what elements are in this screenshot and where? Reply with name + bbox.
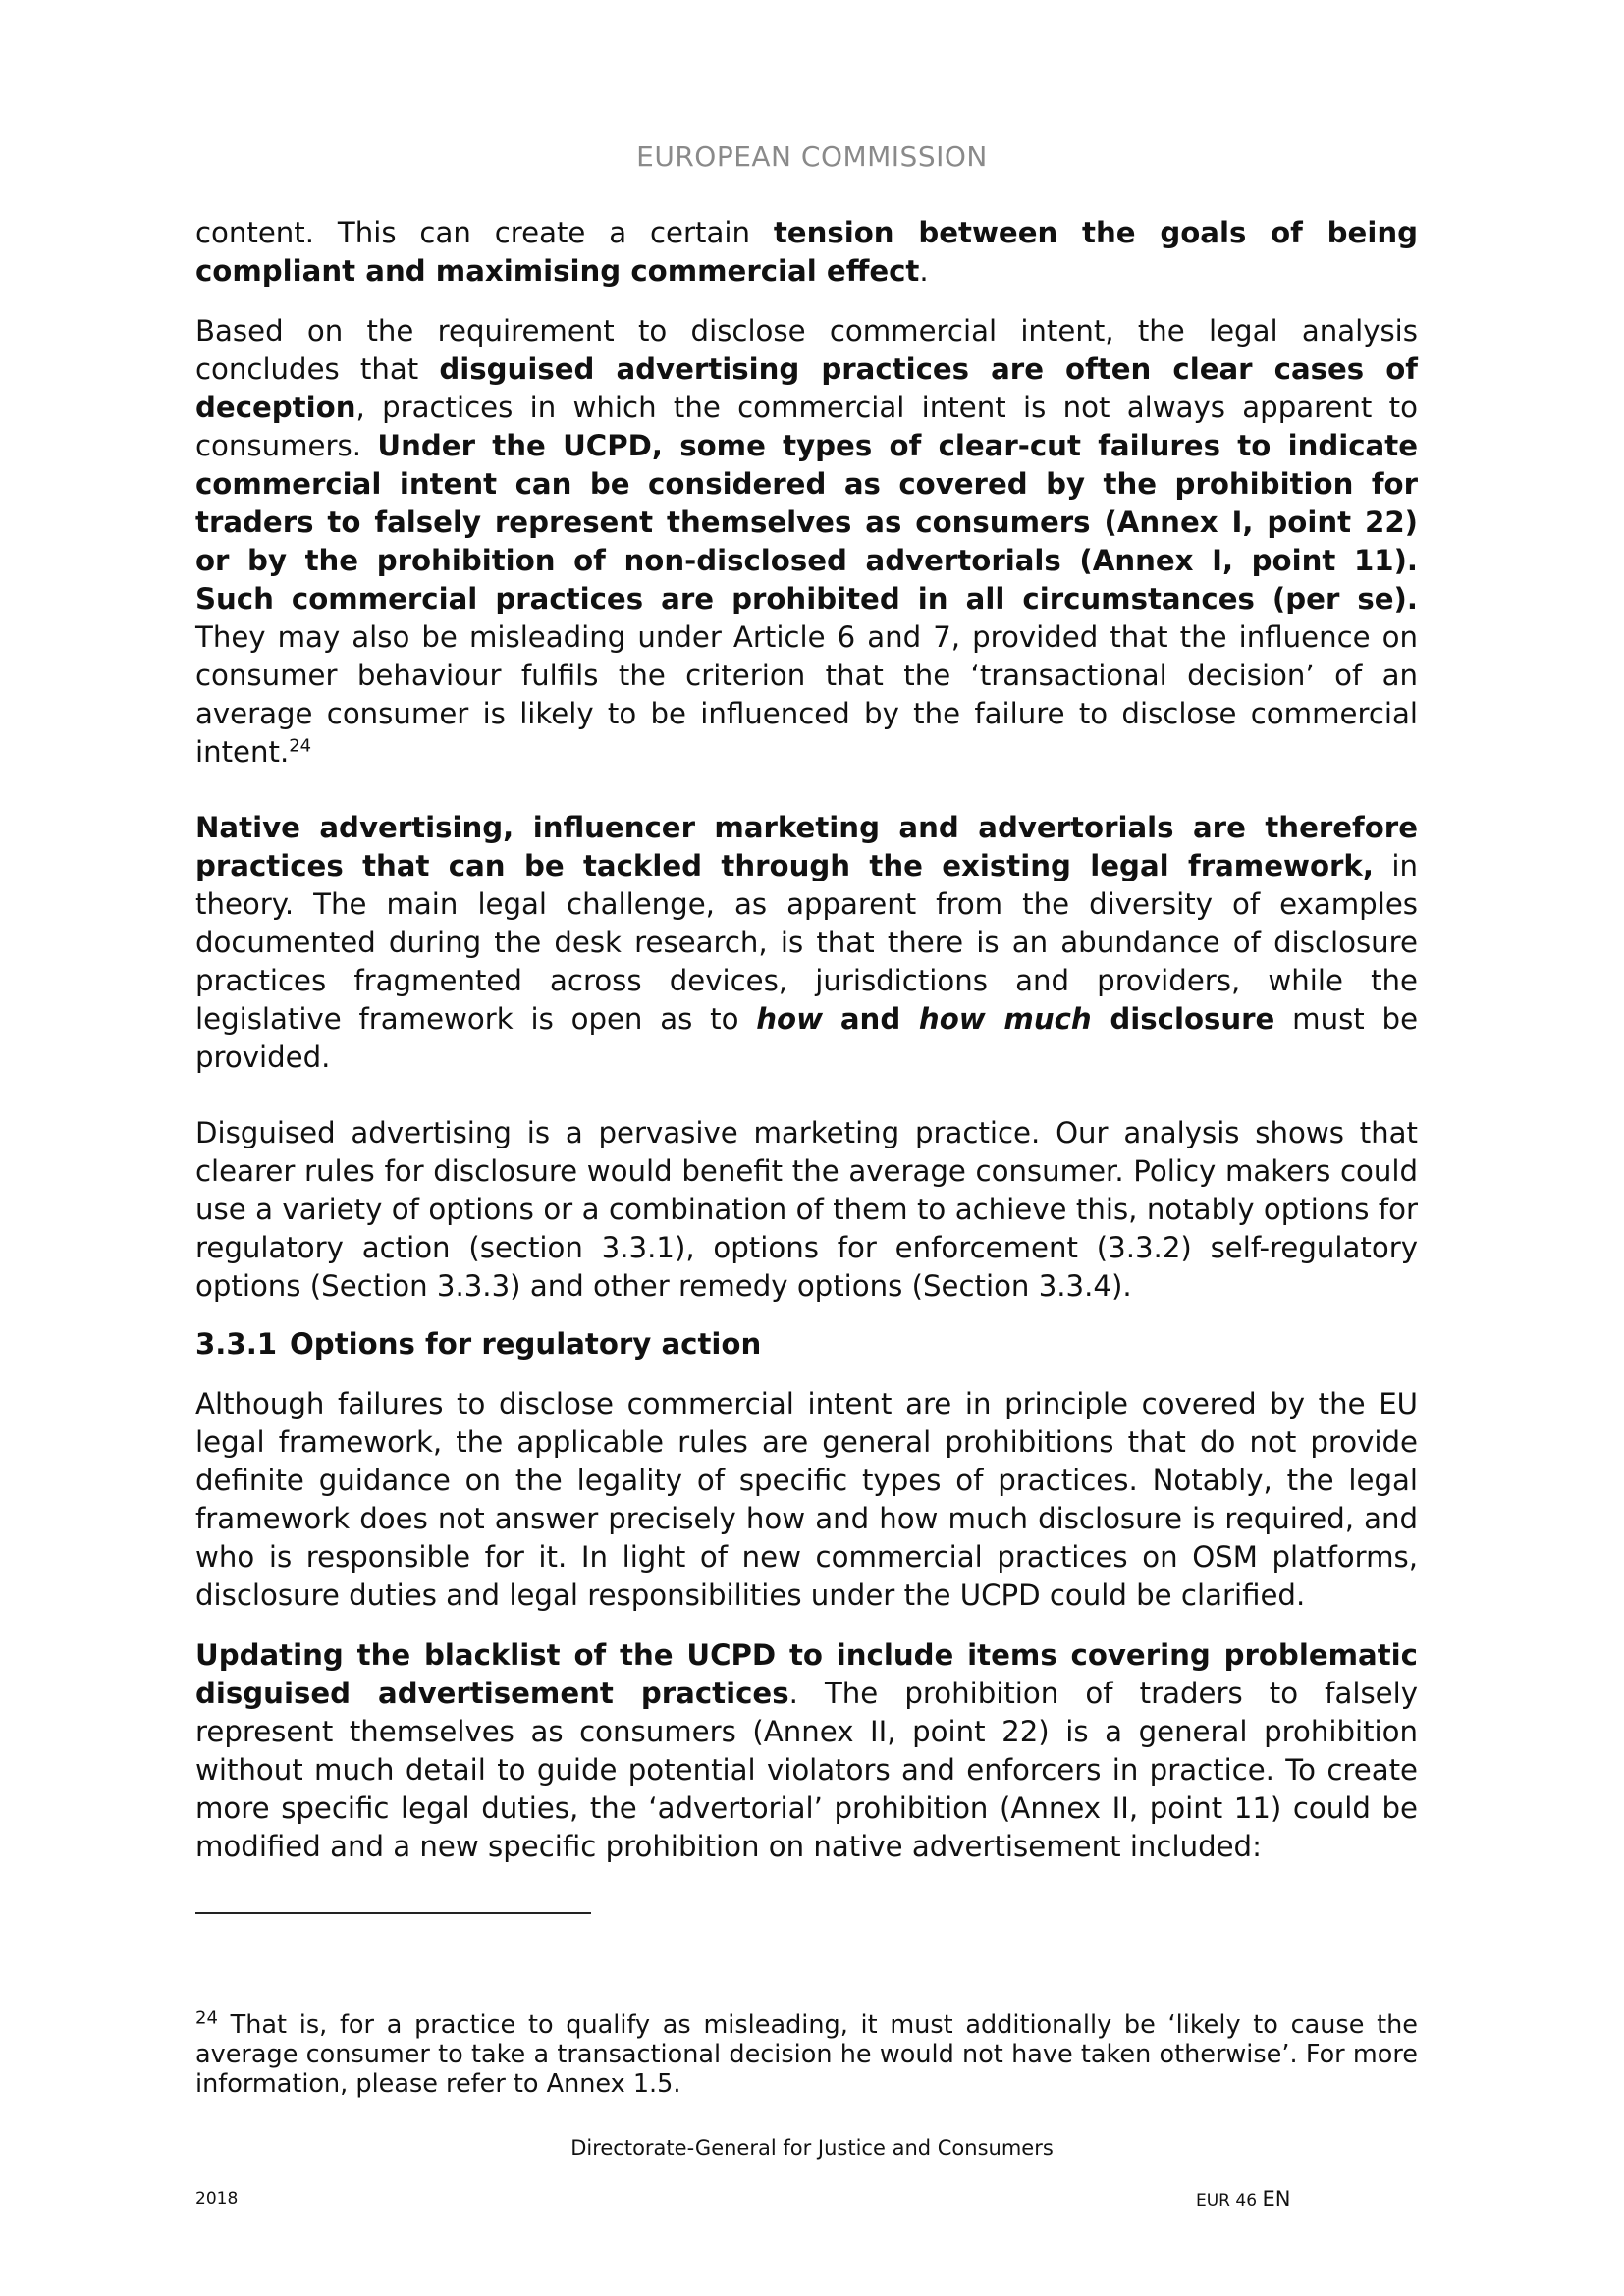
- paragraph-tension: [195, 214, 1418, 291]
- bold-run: tension between the goals of being compliant and maximising commercial effect: [195, 216, 1418, 288]
- paragraph-failures: Although failures to disclose commercial intent are in principle covered by the EU legal framework, the applicable rules are general prohibitions that do not provide definite guidance on the legality of specific types of practices. Notably, the legal framework does not answer precisely how and how much disclosure is required, and who is responsible for it. In light of new commercial practices on OSM platforms, disclosure duties and legal responsibilities under the UCPD could be clarified.: [195, 1387, 1418, 1612]
- bold-italic-run: how much: [918, 1002, 1092, 1036]
- text-run: They may also be misleading under Article 6 and 7, provided that the influence on consumer behaviour fulfils the criterion that the ‘transactional decision’ of an average consumer is likely to be influenced by the failure to disclose commercial intent.: [195, 620, 1418, 769]
- section-heading: [195, 1325, 1418, 1363]
- body-text: [195, 214, 1418, 1866]
- paragraph-deception: [195, 312, 1418, 772]
- footer-report-id: [1196, 2187, 1290, 2211]
- page-header: EUROPEAN COMMISSION: [636, 140, 988, 173]
- text-run: .: [919, 254, 929, 288]
- bold-run: Native advertising, influencer marketing and advertorials are therefore practices that can be tackled through the existing legal framework,: [195, 811, 1418, 882]
- footnote-ref: 24: [289, 735, 312, 757]
- footer-directorate: Directorate-General for Justice and Consumers: [570, 2136, 1054, 2160]
- paragraph-pervasive: Disguised advertising is a pervasive marketing practice. Our analysis shows that clearer rules for disclosure would benefit the average consumer. Policy makers could use a variety of options or a combination of them to achieve this, notably options for regulatory action (section 3.3.1), options for enforcement (3.3.2) self-regulatory options (Section 3.3.3) and other remedy options (Section 3.3.4).: [195, 1116, 1418, 1303]
- text-run: content. This can create a certain: [195, 216, 774, 249]
- bold-run: Updating the blacklist of the UCPD to include items covering problematic disguised advertisement practices: [195, 1638, 1418, 1710]
- section-title: Options for regulatory action: [290, 1327, 762, 1361]
- footer-year: 2018: [195, 2189, 239, 2209]
- report-number: EUR 46: [1196, 2191, 1258, 2211]
- footnote-text: That is, for a practice to qualify as misleading, it must additionally be ‘likely to cause the average consumer to take a transactional decision he would not have taken otherwise’. For more information, please refer to Annex 1.5.: [195, 2010, 1418, 2099]
- bold-run: disguised advertising practices are often clear cases of deception: [195, 352, 1418, 424]
- footnote-24: [195, 2007, 1418, 2099]
- bold-italic-run: how: [756, 1002, 824, 1036]
- text-run: must be provided.: [195, 1002, 1419, 1074]
- footnote-number: 24: [195, 2007, 218, 2029]
- paragraph-native-advertising: [195, 809, 1418, 1077]
- text-run: , practices in which the commercial intent is not always apparent to consumers.: [195, 391, 1418, 462]
- footnote-separator: [195, 1912, 591, 1914]
- bold-run: Under the UCPD, some types of clear-cut failures to indicate commercial intent can be considered as covered by the prohibition for traders to falsely represent themselves as consumers (Annex I, point 22) or by the prohibition of non-disclosed advertorials (Annex I, point 11). Such commercial practices are prohibited in all circumstances (per se).: [195, 429, 1418, 615]
- text-run: in theory. The main legal challenge, as apparent from the diversity of examples documented during the desk research, is that there is an abundance of disclosure practices fragmented across devices, jurisdictions and providers, while the legislative framework is open as to: [195, 849, 1419, 1036]
- bold-run: and: [839, 1002, 919, 1036]
- section-number: 3.3.1: [195, 1327, 278, 1361]
- text-run: . The prohibition of traders to falsely represent themselves as consumers (Annex II, point 22) is a general prohibition without much detail to guide potential violators and enforcers in practice. To create more specific legal duties, the ‘advertorial’ prohibition (Annex II, point 11) could be modified and a new specific prohibition on native advertisement included:: [195, 1677, 1418, 1863]
- text-run: Based on the requirement to disclose commercial intent, the legal analysis concludes that: [195, 314, 1418, 386]
- paragraph-blacklist: [195, 1636, 1418, 1866]
- language-code: EN: [1262, 2187, 1291, 2211]
- bold-run: disclosure: [1091, 1002, 1275, 1036]
